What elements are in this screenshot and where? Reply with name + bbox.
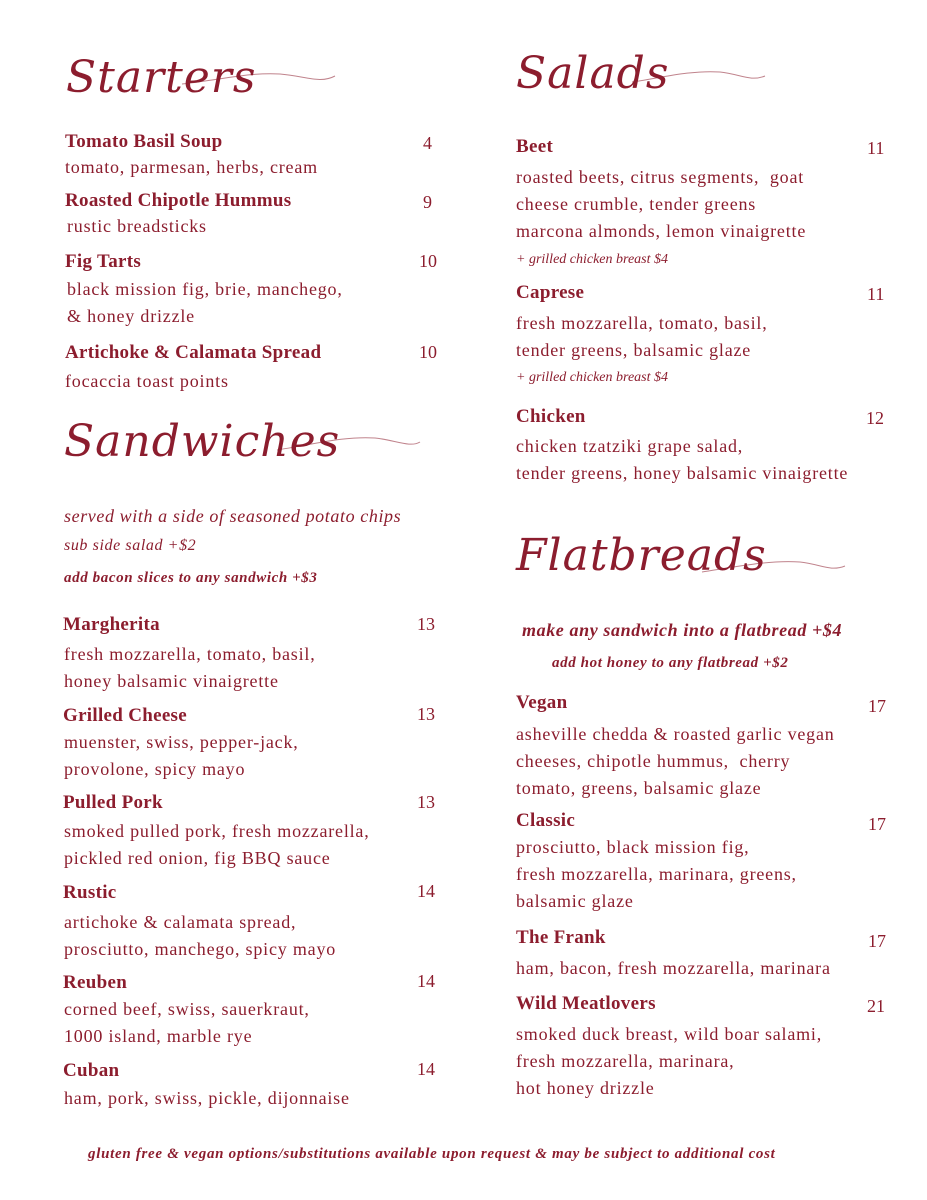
menu-item-description: roasted beets, citrus segments, goat cheese crumble, tender greens marcona almonds, lemon vinaigrette — [516, 167, 807, 241]
menu-item-price: 10 — [419, 251, 437, 271]
menu-item-description: black mission fig, brie, manchego, & honey drizzle — [67, 279, 343, 326]
salads-swash-decoration — [630, 62, 770, 92]
menu-item-description: asheville chedda & roasted garlic vegan cheeses, chipotle hummus, cherry tomato, greens, balsamic glaze — [516, 724, 835, 798]
menu-item-addon: + grilled chicken breast $4 — [516, 252, 669, 267]
menu-item-description: rustic breadsticks — [67, 216, 207, 236]
menu-item-name: Wild Meatlovers — [516, 993, 656, 1014]
menu-item-name: Artichoke & Calamata Spread — [65, 342, 322, 363]
menu-item-name: Classic — [516, 810, 576, 831]
menu-item-name: Beet — [516, 136, 554, 157]
menu-item-description: smoked pulled pork, fresh mozzarella, pickled red onion, fig BBQ sauce — [64, 821, 370, 868]
menu-item-name: Tomato Basil Soup — [65, 131, 223, 152]
menu-item-description: ham, bacon, fresh mozzarella, marinara — [516, 958, 831, 978]
sandwiches-note-served: served with a side of seasoned potato chips — [64, 506, 402, 526]
menu-item-description: smoked duck breast, wild boar salami, fresh mozzarella, marinara, hot honey drizzle — [516, 1024, 823, 1098]
menu-item-price: 4 — [423, 133, 432, 153]
menu-item-name: Reuben — [63, 972, 128, 993]
flatbreads-note-honey: add hot honey to any flatbread +$2 — [552, 655, 789, 671]
menu-item-price: 17 — [868, 814, 886, 834]
menu-item-price: 14 — [417, 881, 435, 901]
sandwiches-note-sub: sub side salad +$2 — [64, 537, 197, 554]
menu-item-price: 11 — [867, 284, 885, 304]
starters-swash-decoration — [180, 62, 340, 92]
footer-note: gluten free & vegan options/substitutions available upon request & may be subject to additional cost — [88, 1146, 776, 1162]
menu-item-price: 13 — [417, 614, 435, 634]
menu-item-name: Caprese — [516, 282, 585, 303]
menu-item-name: Grilled Cheese — [63, 705, 187, 726]
menu-item-name: Roasted Chipotle Hummus — [65, 190, 292, 211]
sandwiches-note-bacon: add bacon slices to any sandwich +$3 — [64, 570, 318, 586]
salads-heading: Salads — [516, 48, 670, 99]
menu-item-description: chicken tzatziki grape salad, tender greens, honey balsamic vinaigrette — [516, 436, 849, 483]
sandwiches-swash-decoration — [275, 428, 425, 458]
menu-item-price: 10 — [419, 342, 437, 362]
menu-item-price: 21 — [867, 996, 885, 1016]
menu-item-name: Cuban — [63, 1060, 120, 1081]
flatbreads-swash-decoration — [700, 552, 850, 582]
menu-item-price: 13 — [417, 792, 435, 812]
menu-item-description: prosciutto, black mission fig, fresh mozzarella, marinara, greens, balsamic glaze — [516, 837, 797, 911]
menu-item-name: Rustic — [63, 882, 117, 903]
menu-item-price: 14 — [417, 1059, 435, 1079]
menu-item-name: Vegan — [516, 692, 568, 713]
menu-item-price: 11 — [867, 138, 885, 158]
starters-heading: Starters — [66, 52, 257, 103]
menu-item-description: focaccia toast points — [65, 371, 229, 391]
menu-item-name: Fig Tarts — [65, 251, 142, 272]
menu-item-description: tomato, parmesan, herbs, cream — [65, 157, 318, 177]
menu-item-price: 9 — [423, 192, 432, 212]
menu-item-description: artichoke & calamata spread, prosciutto, manchego, spicy mayo — [64, 912, 337, 959]
menu-item-name: Margherita — [63, 614, 160, 635]
menu-item-addon: + grilled chicken breast $4 — [516, 370, 669, 385]
menu-item-description: fresh mozzarella, tomato, basil, tender greens, balsamic glaze — [516, 313, 768, 360]
menu-item-price: 17 — [868, 696, 886, 716]
menu-item-name: The Frank — [516, 927, 606, 948]
menu-item-name: Chicken — [516, 406, 586, 427]
sandwiches-heading: Sandwiches — [64, 416, 341, 467]
menu-item-price: 17 — [868, 931, 886, 951]
flatbreads-note-make: make any sandwich into a flatbread +$4 — [522, 620, 843, 640]
flatbreads-heading: Flatbreads — [516, 530, 767, 581]
menu-item-description: ham, pork, swiss, pickle, dijonnaise — [64, 1088, 350, 1108]
menu-item-description: corned beef, swiss, sauerkraut, 1000 island, marble rye — [64, 999, 310, 1046]
menu-item-price: 14 — [417, 971, 435, 991]
menu-item-name: Pulled Pork — [63, 792, 163, 813]
menu-item-price: 12 — [866, 408, 884, 428]
menu-item-price: 13 — [417, 704, 435, 724]
menu-item-description: fresh mozzarella, tomato, basil, honey balsamic vinaigrette — [64, 644, 316, 691]
menu-item-description: muenster, swiss, pepper-jack, provolone, spicy mayo — [64, 732, 299, 779]
